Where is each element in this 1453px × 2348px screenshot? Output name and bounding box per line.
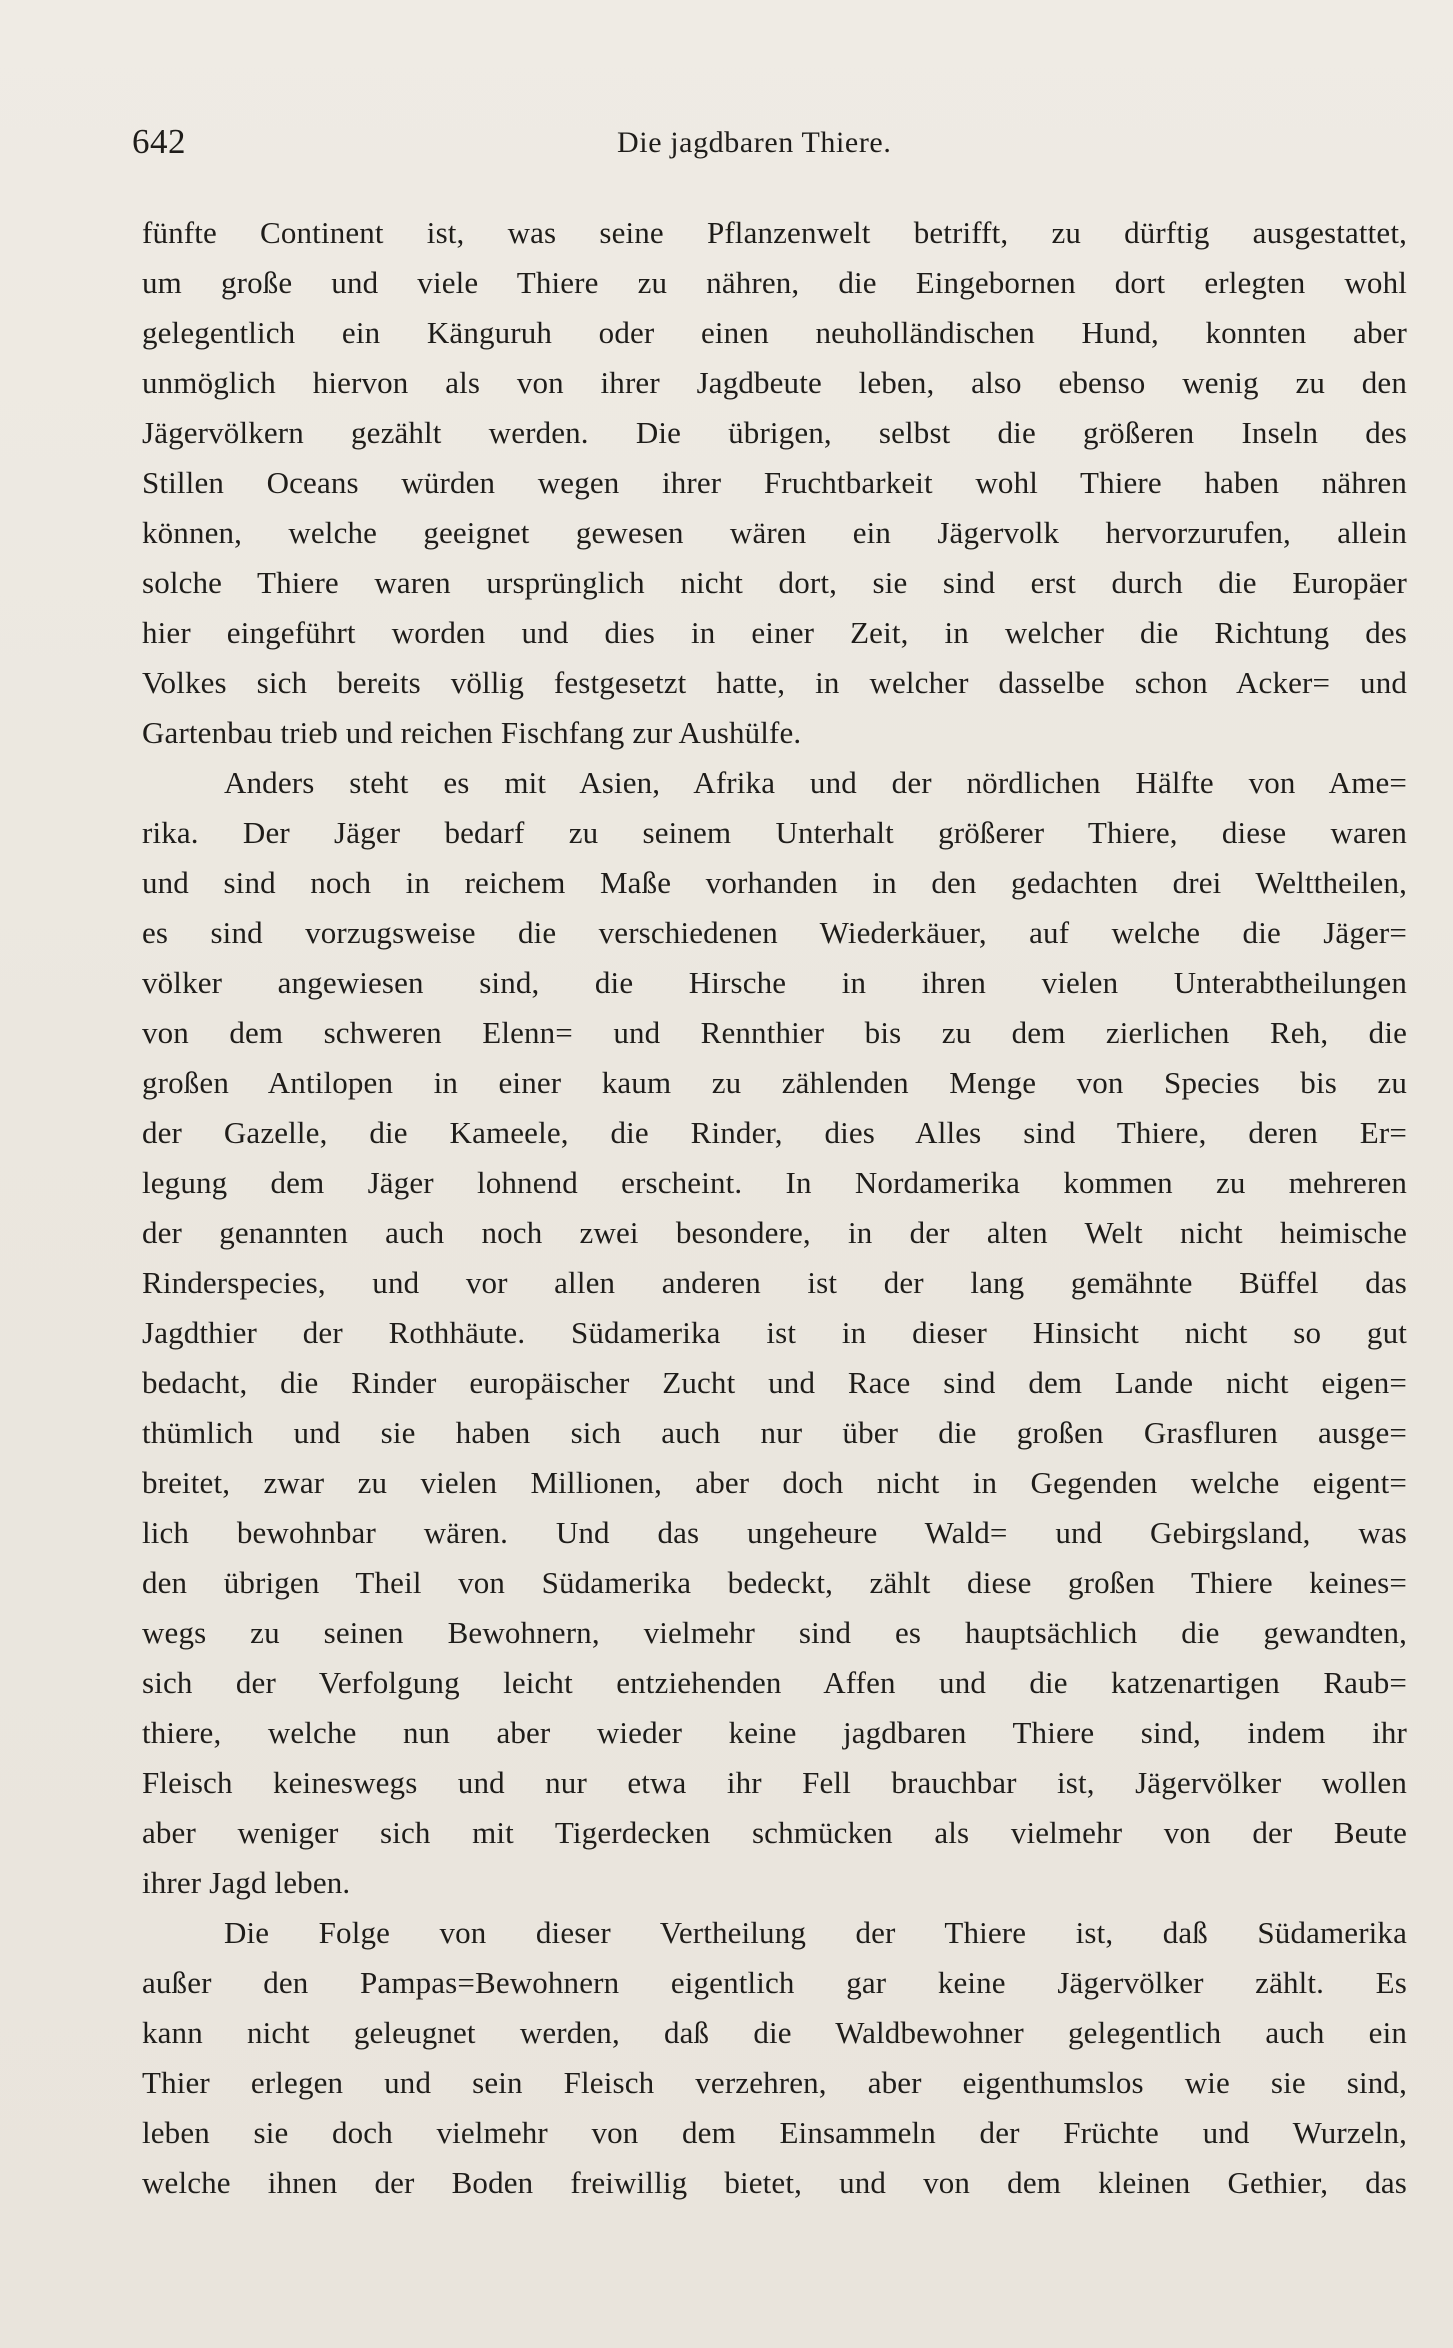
- text-line: Gartenbau trieb und reichen Fischfang zur Aushülfe.: [142, 715, 802, 750]
- text-line: den übrigen Theil von Südamerika bedeckt, zählt diese großen Thiere keines=: [142, 1565, 1407, 1600]
- text-line: und sind noch in reichem Maße vorhanden in den gedachten drei Welttheilen,: [142, 865, 1407, 900]
- text-line: hier eingeführt worden und dies in einer Zeit, in welcher die Richtung des: [142, 615, 1407, 650]
- text-line: von dem schweren Elenn= und Rennthier bis zu dem zierlichen Reh, die: [142, 1015, 1407, 1050]
- text-line: der genannten auch noch zwei besondere, in der alten Welt nicht heimische: [142, 1215, 1407, 1250]
- text-line: Anders steht es mit Asien, Afrika und der nördlichen Hälfte von Ame=: [224, 765, 1407, 800]
- text-line: lich bewohnbar wären. Und das ungeheure Wald= und Gebirgsland, was: [142, 1515, 1407, 1550]
- text-line: ihrer Jagd leben.: [142, 1865, 351, 1900]
- text-line: solche Thiere waren ursprünglich nicht dort, sie sind erst durch die Europäer: [142, 565, 1407, 600]
- text-line: Jägervölkern gezählt werden. Die übrigen, selbst die größeren Inseln des: [142, 415, 1407, 450]
- text-line: Volkes sich bereits völlig festgesetzt hatte, in welcher dasselbe schon Acker= und: [142, 665, 1407, 700]
- running-head: Die jagdbaren Thiere.: [617, 126, 892, 159]
- page-header: [132, 122, 1422, 174]
- page-number: 642: [132, 122, 186, 161]
- text-line: legung dem Jäger lohnend erscheint. In Nordamerika kommen zu mehreren: [142, 1165, 1407, 1200]
- text-line: fünfte Continent ist, was seine Pflanzenwelt betrifft, zu dürftig ausgestattet,: [142, 215, 1407, 250]
- text-line: Thier erlegen und sein Fleisch verzehren, aber eigenthumslos wie sie sind,: [142, 2065, 1407, 2100]
- text-line: welche ihnen der Boden freiwillig bietet, und von dem kleinen Gethier, das: [142, 2165, 1407, 2200]
- text-line: leben sie doch vielmehr von dem Einsammeln der Früchte und Wurzeln,: [142, 2115, 1407, 2150]
- text-line: aber weniger sich mit Tigerdecken schmücken als vielmehr von der Beute: [142, 1815, 1407, 1850]
- text-line: rika. Der Jäger bedarf zu seinem Unterhalt größerer Thiere, diese waren: [142, 815, 1407, 850]
- text-line: Jagdthier der Rothhäute. Südamerika ist in dieser Hinsicht nicht so gut: [142, 1315, 1407, 1350]
- text-line: wegs zu seinen Bewohnern, vielmehr sind es hauptsächlich die gewandten,: [142, 1615, 1407, 1650]
- text-line: Rinderspecies, und vor allen anderen ist der lang gemähnte Büffel das: [142, 1265, 1407, 1300]
- text-line: Fleisch keineswegs und nur etwa ihr Fell brauchbar ist, Jägervölker wollen: [142, 1765, 1407, 1800]
- text-line: kann nicht geleugnet werden, daß die Waldbewohner gelegentlich auch ein: [142, 2015, 1407, 2050]
- text-line: können, welche geeignet gewesen wären ein Jägervolk hervorzurufen, allein: [142, 515, 1407, 550]
- text-line: gelegentlich ein Känguruh oder einen neuholländischen Hund, konnten aber: [142, 315, 1407, 350]
- text-line: breitet, zwar zu vielen Millionen, aber doch nicht in Gegenden welche eigent=: [142, 1465, 1407, 1500]
- text-line: völker angewiesen sind, die Hirsche in ihren vielen Unterabtheilungen: [142, 965, 1407, 1000]
- text-line: es sind vorzugsweise die verschiedenen Wiederkäuer, auf welche die Jäger=: [142, 915, 1407, 950]
- text-line: Die Folge von dieser Vertheilung der Thiere ist, daß Südamerika: [224, 1915, 1407, 1950]
- text-line: großen Antilopen in einer kaum zu zählenden Menge von Species bis zu: [142, 1065, 1407, 1100]
- text-line: um große und viele Thiere zu nähren, die Eingebornen dort erlegten wohl: [142, 265, 1407, 300]
- text-line: Stillen Oceans würden wegen ihrer Fruchtbarkeit wohl Thiere haben nähren: [142, 465, 1407, 500]
- text-line: thiere, welche nun aber wieder keine jagdbaren Thiere sind, indem ihr: [142, 1715, 1407, 1750]
- text-line: außer den Pampas=Bewohnern eigentlich gar keine Jägervölker zählt. Es: [142, 1965, 1407, 2000]
- text-line: unmöglich hiervon als von ihrer Jagdbeute leben, also ebenso wenig zu den: [142, 365, 1407, 400]
- text-line: thümlich und sie haben sich auch nur über die großen Grasfluren ausge=: [142, 1415, 1407, 1450]
- text-line: der Gazelle, die Kameele, die Rinder, dies Alles sind Thiere, deren Er=: [142, 1115, 1407, 1150]
- text-line: bedacht, die Rinder europäischer Zucht und Race sind dem Lande nicht eigen=: [142, 1365, 1407, 1400]
- text-line: sich der Verfolgung leicht entziehenden Affen und die katzenartigen Raub=: [142, 1665, 1407, 1700]
- body-text: [142, 208, 1407, 2208]
